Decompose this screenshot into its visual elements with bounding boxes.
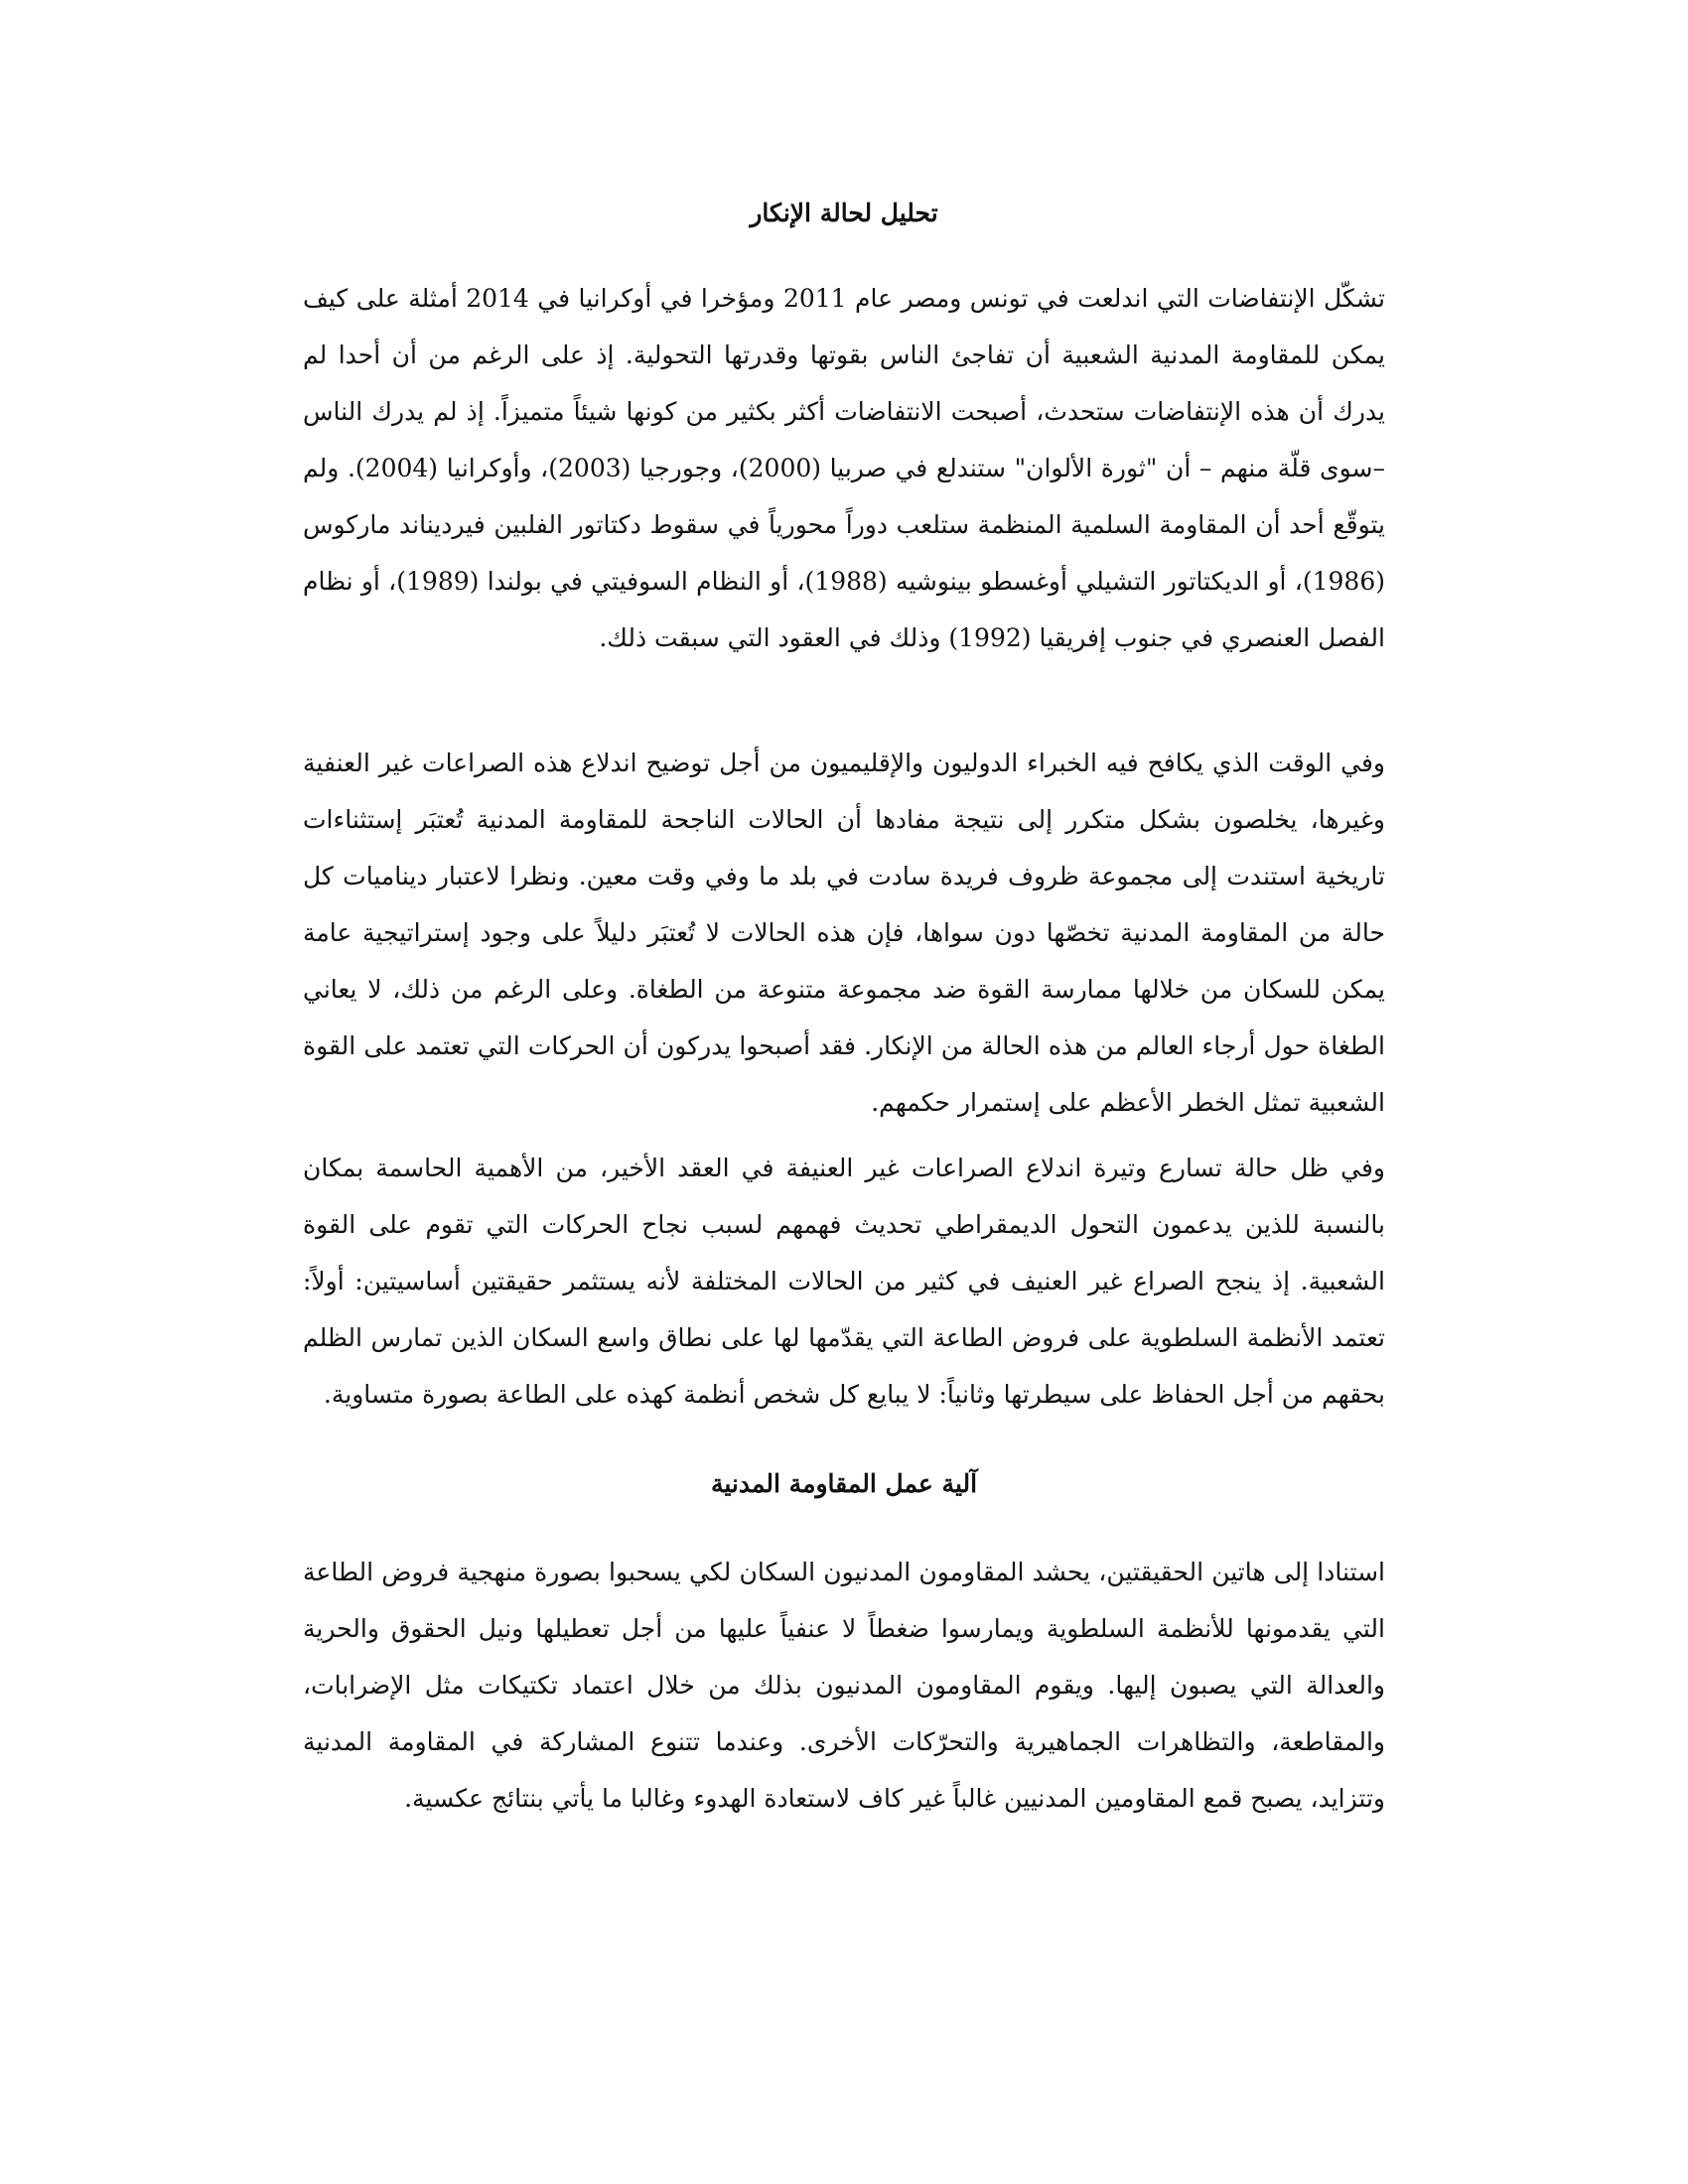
paragraph-uprisings: تشكّل الإنتفاضات التي اندلعت في تونس ومصر عام 2011 ومؤخرا في أوكرانيا في 2014 أمثلة على كيف يمكن للمقاومة المدنية الشعبية أن تفاجئ الناس بقوتها وقدرتها التحولية. إذ على الرغم من أن أحدا لم يدرك أن هذه الإنتفاضات ستحدث، أصبحت الانتفاضات أكثر بكثير من كونها شيئاً متميزاً. إذ لم يدرك الناس –سوى قلّة منهم – أن "ثورة الألوان" ستندلع في صربيا (2000)، وجورجيا (2003)، وأوكرانيا (2004). ولم يتوقّع أحد أن المقاومة السلمية المنظمة ستلعب دوراً محورياً في سقوط دكتاتور الفلبين فيرديناند ماركوس (1986)، أو الديكتاتور التشيلي أوغسطو بينوشيه (1988)، أو النظام السوفيتي في بولندا (1989)، أو نظام الفصل العنصري في جنوب إفريقيا (1992) وذلك في العقود التي سبقت ذلك.	[303, 284, 1385, 652]
document-page	[303, 0, 1385, 2184]
paragraph-civil-resisters: استنادا إلى هاتين الحقيقتين، يحشد المقاومون المدنيون السكان لكي يسحبوا بصورة منهجية فروض الطاعة التي يقدمونها للأنظمة السلطوية ويمارسوا ضغطاً لا عنفياً عليها من أجل تعطيلها ونيل الحقوق والحرية والعدالة التي يصبون إليها. ويقوم المقاومون المدنيون بذلك من خلال اعتماد تكتيكات مثل الإضرابات، والمقاطعة، والتظاهرات الجماهيرية والتحرّكات الأخرى. وعندما تتنوع المشاركة في المقاومة المدنية وتتزايد، يصبح قمع المقاومين المدنيين غالباً غير كاف لاستعادة الهدوء وغالبا ما يأتي بنتائج عكسية.	[303, 1558, 1385, 1813]
paragraph-nonviolent-conflict: وفي ظل حالة تسارع وتيرة اندلاع الصراعات غير العنيفة في العقد الأخير، من الأهمية الحاسمة بمكان بالنسبة للذين يدعمون التحول الديمقراطي تحديث فهمهم لسبب نجاح الحركات التي تقوم على القوة الشعبية. إذ ينجح الصراع غير العنيف في كثير من الحالات المختلفة لأنه يستثمر حقيقتين أساسيتين: أولاً: تعتمد الأنظمة السلطوية على فروض الطاعة التي يقدّمها لها على نطاق واسع السكان الذين تمارس الظلم بحقهم من أجل الحفاظ على سيطرتها وثانياً: لا يبايع كل شخص أنظمة كهذه على الطاعة بصورة متساوية.	[303, 1154, 1385, 1409]
paragraph-experts: وفي الوقت الذي يكافح فيه الخبراء الدوليون والإقليميون من أجل توضيح اندلاع هذه الصراعات غير العنفية وغيرها، يخلصون بشكل متكرر إلى نتيجة مفادها أن الحالات الناجحة للمقاومة المدنية تُعتبَر إستثناءات تاريخية استندت إلى مجموعة ظروف فريدة سادت في بلد ما وفي وقت معين. ونظرا لاعتبار ديناميات كل حالة من المقاومة المدنية تخصّها دون سواها، فإن هذه الحالات لا تُعتبَر دليلاً على وجود إستراتيجية عامة يمكن للسكان من خلالها ممارسة القوة ضد مجموعة متنوعة من الطغاة. وعلى الرغم من ذلك، لا يعاني الطغاة حول أرجاء العالم من هذه الحالة من الإنكار. فقد أصبحوا يدركون أن الحركات التي تعتمد على القوة الشعبية تمثل الخطر الأعظم على إستمرار حكمهم.	[303, 749, 1385, 1117]
section-heading-denial-analysis: تحليل لحالة الإنكار	[750, 199, 938, 227]
section-heading-civil-resistance-mechanism: آلية عمل المقاومة المدنية	[710, 1469, 978, 1498]
